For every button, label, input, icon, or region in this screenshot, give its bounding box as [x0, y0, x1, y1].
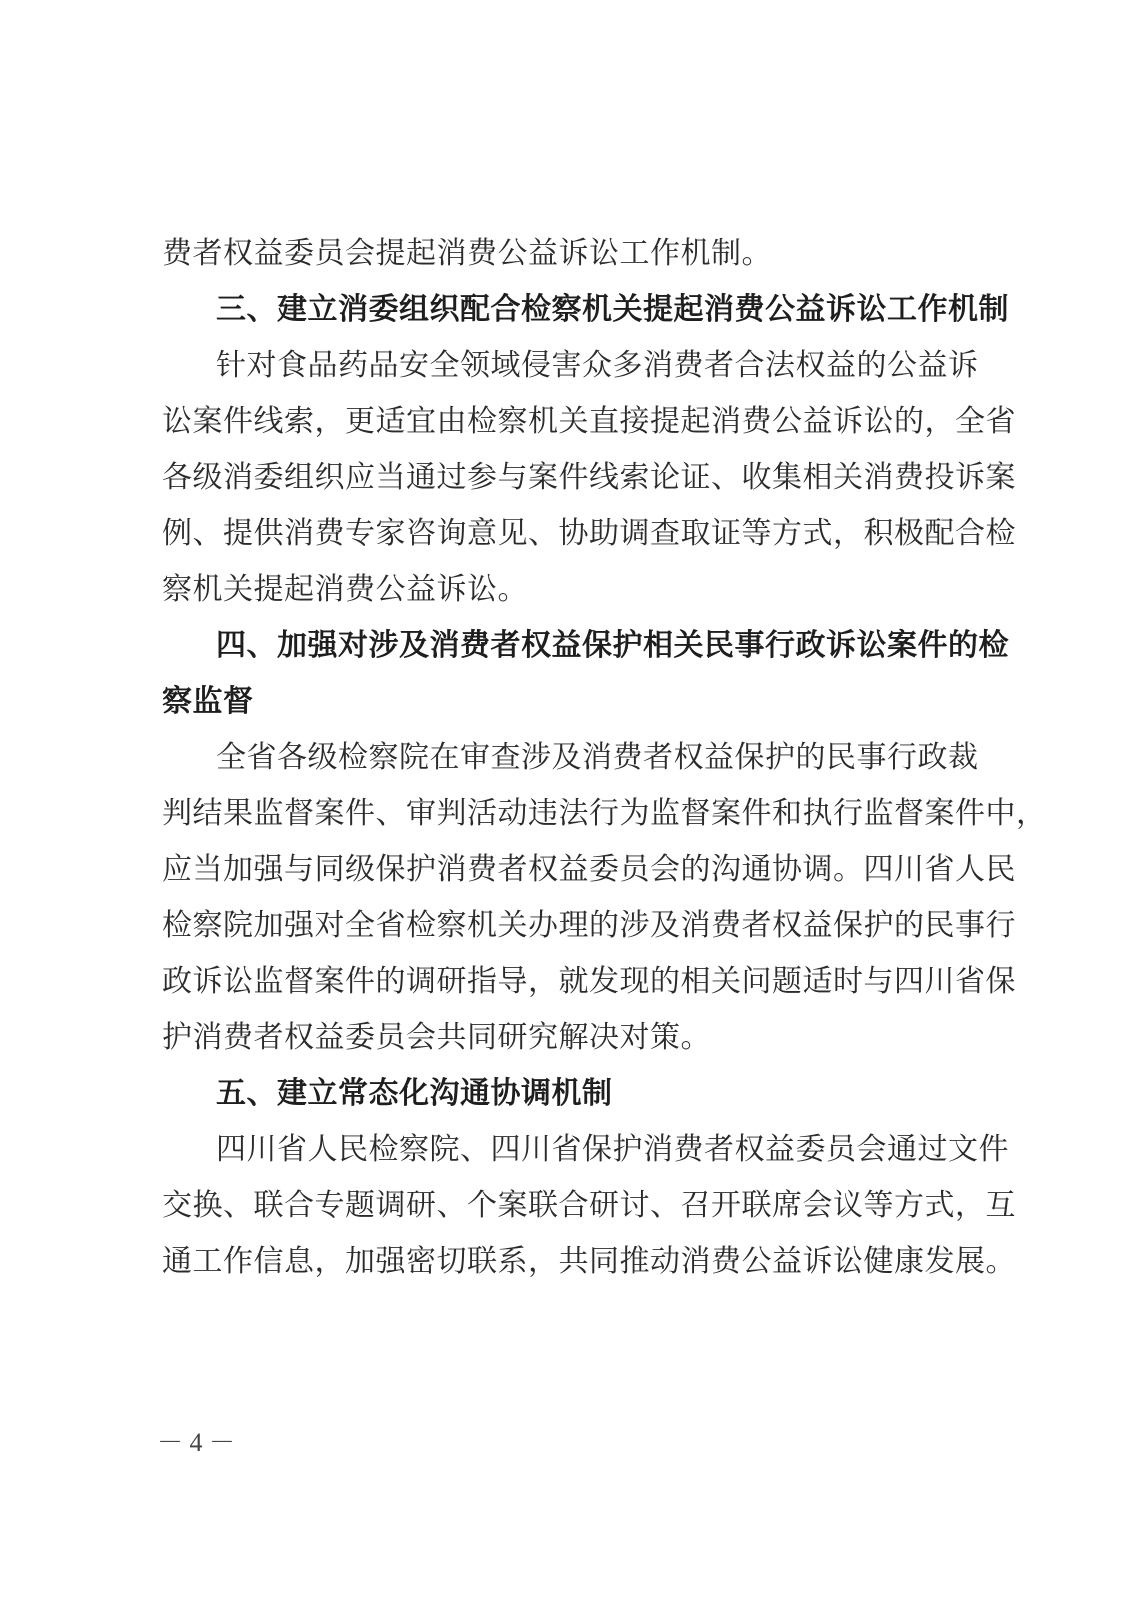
- section-4-paragraph-line: 检察院加强对全省检察机关办理的涉及消费者权益保护的民事行: [162, 908, 1016, 943]
- section-3-paragraph-line: 讼案件线索，更适宜由检察机关直接提起消费公益诉讼的，全省: [162, 404, 1016, 439]
- section-5-paragraph-line: 四川省人民检察院、四川省保护消费者权益委员会通过文件: [216, 1132, 1009, 1167]
- section-3-heading: 三、建立消委组织配合检察机关提起消费公益诉讼工作机制: [216, 292, 1009, 327]
- section-4-heading-continued: 察监督: [162, 684, 254, 719]
- section-4-paragraph-line: 护消费者权益委员会共同研究解决对策。: [162, 1020, 711, 1055]
- continuation-line: 费者权益委员会提起消费公益诉讼工作机制。: [162, 236, 772, 271]
- section-4-paragraph-line: 全省各级检察院在审查涉及消费者权益保护的民事行政裁: [216, 740, 979, 775]
- section-4-paragraph-line: 判结果监督案件、审判活动违法行为监督案件和执行监督案件中，: [162, 796, 1047, 831]
- section-4-paragraph-line: 政诉讼监督案件的调研指导，就发现的相关问题适时与四川省保: [162, 964, 1016, 999]
- section-3-paragraph-line: 各级消委组织应当通过参与案件线索论证、收集相关消费投诉案: [162, 460, 1016, 495]
- section-4-heading: 四、加强对涉及消费者权益保护相关民事行政诉讼案件的检: [216, 628, 1009, 663]
- page-number: － 4 －: [157, 1428, 236, 1457]
- section-3-paragraph-line: 针对食品药品安全领域侵害众多消费者合法权益的公益诉: [216, 348, 979, 383]
- section-4-paragraph-line: 应当加强与同级保护消费者权益委员会的沟通协调。四川省人民: [162, 852, 1016, 887]
- section-3-paragraph-line: 例、提供消费专家咨询意见、协助调查取证等方式，积极配合检: [162, 516, 1016, 551]
- section-5-paragraph-line: 交换、联合专题调研、个案联合研讨、召开联席会议等方式，互: [162, 1188, 1016, 1223]
- section-5-heading: 五、建立常态化沟通协调机制: [216, 1076, 613, 1111]
- section-3-paragraph-line: 察机关提起消费公益诉讼。: [162, 572, 528, 607]
- section-5-paragraph-line: 通工作信息，加强密切联系，共同推动消费公益诉讼健康发展。: [162, 1244, 1016, 1279]
